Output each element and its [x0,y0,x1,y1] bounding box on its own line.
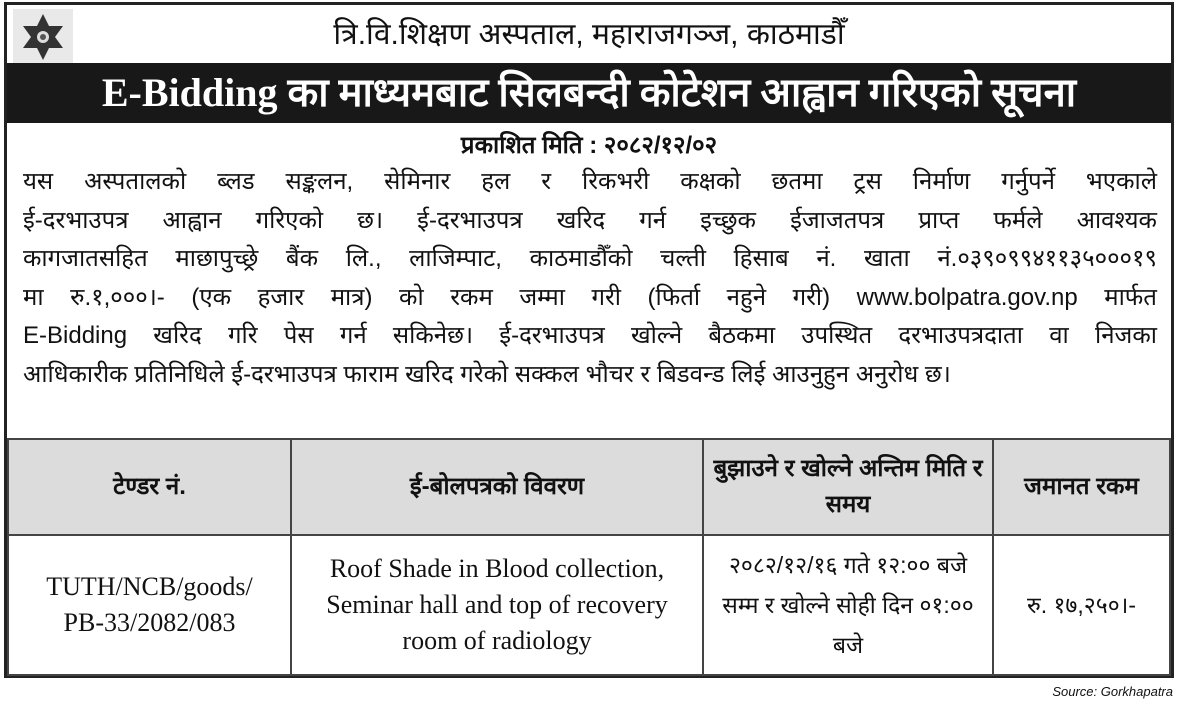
notice-body [23,163,1157,394]
published-date: प्रकाशित मिति : २०८२/१२/०२ [460,132,718,159]
source-credit: Source: Gorkhapatra [1052,684,1173,699]
cell-bid-security: रु. १७,२५०।- [993,535,1170,675]
hospital-name: त्रि.वि.शिक्षण अस्पताल, महाराजगञ्ज, काठमाडौँ [333,18,845,51]
body-line: कागजातसहित माछापुच्छ्रे बैंक लि., लाजिम्पाट, काठमाडौँको चल्ती हिसाब नं. खाता नं.०३९०९९४११३५०००१९ [23,245,1157,272]
notice-frame [4,2,1174,678]
cell-deadline: २०८२/१२/१६ गते १२:०० बजे सम्म र खोल्ने सोही दिन ०१:०० बजे [703,535,993,675]
notice-title: E-Bidding का माध्यमबाट सिलबन्दी कोटेशन आह्वान गरिएको सूचना [7,63,1171,123]
table-header-row [8,439,1170,535]
header-description: ई-बोलपत्रको विवरण [291,439,703,535]
body-line: यस अस्पतालको ब्लड सङ्कलन, सेमिनार हल र रिकभरी कक्षको छतमा ट्रस निर्माण गर्नुपर्ने भएकाले [23,168,1157,195]
cell-tender-no: TUTH/NCB/goods/ PB-33/2082/083 [8,535,291,675]
body-line: आधिकारीक प्रतिनिधिले ई-दरभाउपत्र फाराम खरिद गरेको सक्कल भौचर र बिडवन्ड लिई आउनुहुन अनुरोध छ। [23,360,951,388]
body-line: ई-दरभाउपत्र आह्वान गरिएको छ। ई-दरभाउपत्र खरिद गर्न इच्छुक ईजाजतपत्र प्राप्त फर्मले आवश्यक [23,206,1157,234]
cell-description: Roof Shade in Blood collection, Seminar hall and top of recovery room of radiology [291,535,703,675]
tender-table [7,438,1171,676]
body-line: E-Bidding खरिद गरि पेस गर्न सकिनेछ। ई-दरभाउपत्र खोल्ने बैठकमा उपस्थित दरभाउपत्रदाता वा निजका [23,322,1157,349]
header-deadline: बुझाउने र खोल्ने अन्तिम मिति र समय [703,439,993,535]
body-line: मा रु.१,०००।- (एक हजार मात्र) को रकम जम्मा गरी (फिर्ता नहुने गरी) www.bolpatra.gov.np मार्फत [23,283,1157,311]
header-bid-security: जमानत रकम [993,439,1170,535]
header-tender-no: टेण्डर नं. [8,439,291,535]
table-row [8,535,1170,675]
